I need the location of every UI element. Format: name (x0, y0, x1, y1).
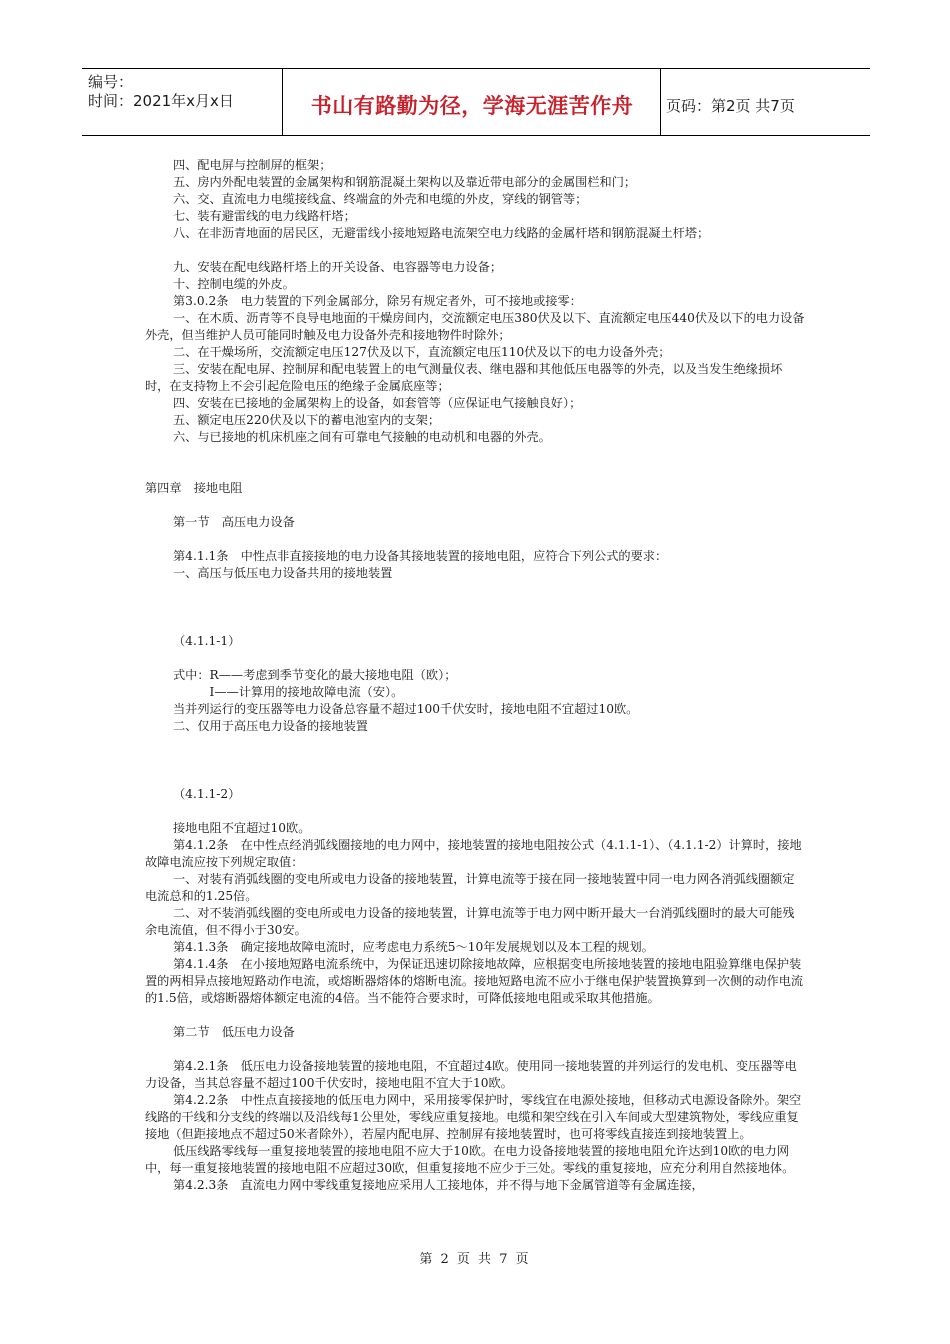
paragraph: 接地电阻不宜超过10欧。 (173, 821, 311, 835)
paragraph: 十、控制电缆的外皮。 (173, 277, 295, 291)
paragraph: 第四章 接地电阻 (145, 481, 243, 495)
header-divider (660, 69, 661, 135)
paragraph: 一、对装有消弧线圈的变电所或电力设备的接地装置，计算电流等于接在同一接地装置中同一电力网各消弧线圈额定电流总和的1.25倍。 (145, 872, 795, 903)
paragraph: 当并列运行的变压器等电力设备总容量不超过100千伏安时，接地电阻不宜超过10欧。 (173, 702, 639, 716)
paragraph: 三、安装在配电屏、控制屏和配电装置上的电气测量仪表、继电器和其他低压电器等的外壳，以及当发生绝缘损坏时，在支持物上不会引起危险电压的绝缘子金属底座等； (145, 362, 783, 393)
blank-line (145, 582, 805, 599)
page-header (82, 68, 870, 136)
blank-line (145, 1007, 805, 1024)
paragraph: I——计算用的接地故障电流（安）。 (173, 685, 404, 699)
blank-line (145, 803, 805, 820)
blank-line (145, 752, 805, 769)
blank-line (145, 769, 805, 786)
paragraph: 第4.2.1条 低压电力设备接地装置的接地电阻，不宜超过4欧。使用同一接地装置的并列运行的发电机、变压器等电力设备，当其总容量不超过100千伏安时，接地电阻不宜大于10欧。 (145, 1059, 797, 1090)
paragraph: 第4.1.4条 在小接地短路电流系统中，为保证迅速切除接地故障，应根据变电所接地装置的接地电阻验算继电保护装置的两相异点接地短路动作电流，或熔断器熔体的熔断电流。接地短路电流不应小于继电保护装置换算到一次侧的动作电流的1.5倍，或熔断器熔体额定电流的4倍。当不能符合要求时，可降低接地电阻或采取其他措施。 (145, 957, 804, 1005)
paragraph: 八、在非沥青地面的居民区，无避雷线小接地短路电流架空电力线路的金属杆塔和钢筋混凝土杆塔； (173, 226, 710, 240)
blank-line (145, 1041, 805, 1058)
paragraph: 第4.2.2条 中性点直接接地的低压电力网中，采用接零保护时，零线宜在电源处接地，但移动式电源设备除外。架空线路的干线和分支线的终端以及沿线每1公里处，零线应重复接地。电缆和架空线在引入车间或大型建筑物处，零线应重复接地（但距接地点不超过50米者除外），若屋内配电屏、控制屏有接地装置时，也可将零线直接连到接地装置上。 (145, 1093, 802, 1141)
paragraph: 第二节 低压电力设备 (173, 1025, 295, 1039)
paragraph: 五、额定电压220伏及以下的蓄电池室内的支架； (173, 413, 441, 427)
time-label: 时间：2021年x月x日 (88, 92, 234, 110)
header-meta (88, 73, 234, 111)
header-page-label: 页码：第2页 共7页 (666, 97, 795, 115)
paragraph: 第4.1.1条 中性点非直接接地的电力设备其接地装置的接地电阻，应符合下列公式的要求： (173, 549, 668, 563)
blank-line (145, 616, 805, 633)
paragraph: 第4.1.3条 确定接地故障电流时，应考虑电力系统5～10年发展规划以及本工程的规划。 (173, 940, 654, 954)
blank-line (145, 735, 805, 752)
blank-line (145, 497, 805, 514)
paragraph: 第3.0.2条 电力装置的下列金属部分，除另有规定者外，可不接地或接零： (173, 294, 582, 308)
blank-line (145, 242, 805, 259)
paragraph: 二、对不装消弧线圈的变电所或电力设备的接地装置，计算电流等于电力网中断开最大一台消弧线圈时的最大可能残余电流值，但不得小于30安。 (145, 906, 795, 937)
paragraph: 四、安装在已接地的金属架构上的设备，如套管等（应保证电气接触良好）； (173, 396, 582, 410)
paragraph: 九、安装在配电线路杆塔上的开关设备、电容器等电力设备； (173, 260, 503, 274)
paragraph: 第4.2.3条 直流电力网中零线重复接地应采用人工接地体，并不得与地下金属管道等有金属连接， (173, 1178, 704, 1192)
blank-line (145, 463, 805, 480)
paragraph: 低压线路零线每一重复接地装置的接地电阻不应大于10欧。在电力设备接地装置的接地电阻允许达到10欧的电力网中，每一重复接地装置的接地电阻不应超过30欧，但重复接地不应少于三处。零线的重复接地，应充分利用自然接地体。 (145, 1144, 795, 1175)
number-label: 编号： (88, 73, 134, 91)
paragraph: 二、在干燥场所，交流额定电压127伏及以下，直流额定电压110伏及以下的电力设备外壳； (173, 345, 671, 359)
paragraph: 第一节 高压电力设备 (173, 515, 295, 529)
header-motto: 书山有路勤为径，学海无涯苦作舟 (310, 94, 634, 118)
paragraph: （4.1.1-1） (173, 634, 241, 648)
paragraph: 二、仅用于高压电力设备的接地装置 (173, 719, 368, 733)
paragraph: 一、高压与低压电力设备共用的接地装置 (173, 566, 393, 580)
paragraph: 第4.1.2条 在中性点经消弧线圈接地的电力网中，接地装置的接地电阻按公式（4.1.1-1）、（4.1.1-2）计算时，接地故障电流应按下列规定取值： (145, 838, 802, 869)
paragraph: 四、配电屏与控制屏的框架； (173, 158, 332, 172)
paragraph: 七、装有避雷线的电力线路杆塔； (173, 209, 356, 223)
blank-line (145, 446, 805, 463)
document-body (145, 157, 805, 1194)
blank-line (145, 531, 805, 548)
header-divider (282, 69, 283, 135)
paragraph: 六、与已接地的机床机座之间有可靠电气接触的电动机和电器的外壳。 (173, 430, 551, 444)
page-footer: 第 2 页 共 7 页 (419, 1252, 531, 1267)
blank-line (145, 650, 805, 667)
paragraph: 式中：R——考虑到季节变化的最大接地电阻（欧）； (173, 668, 457, 682)
paragraph: 六、交、直流电力电缆接线盒、终端盒的外壳和电缆的外皮，穿线的钢管等； (173, 192, 588, 206)
paragraph: （4.1.1-2） (173, 787, 241, 801)
paragraph: 一、在木质、沥青等不良导电地面的干燥房间内，交流额定电压380伏及以下、直流额定电压440伏及以下的电力设备外壳，但当维护人员可能同时触及电力设备外壳和接地物件时除外； (145, 311, 805, 342)
blank-line (145, 599, 805, 616)
paragraph: 五、房内外配电装置的金属架构和钢筋混凝土架构以及靠近带电部分的金属围栏和门； (173, 175, 637, 189)
